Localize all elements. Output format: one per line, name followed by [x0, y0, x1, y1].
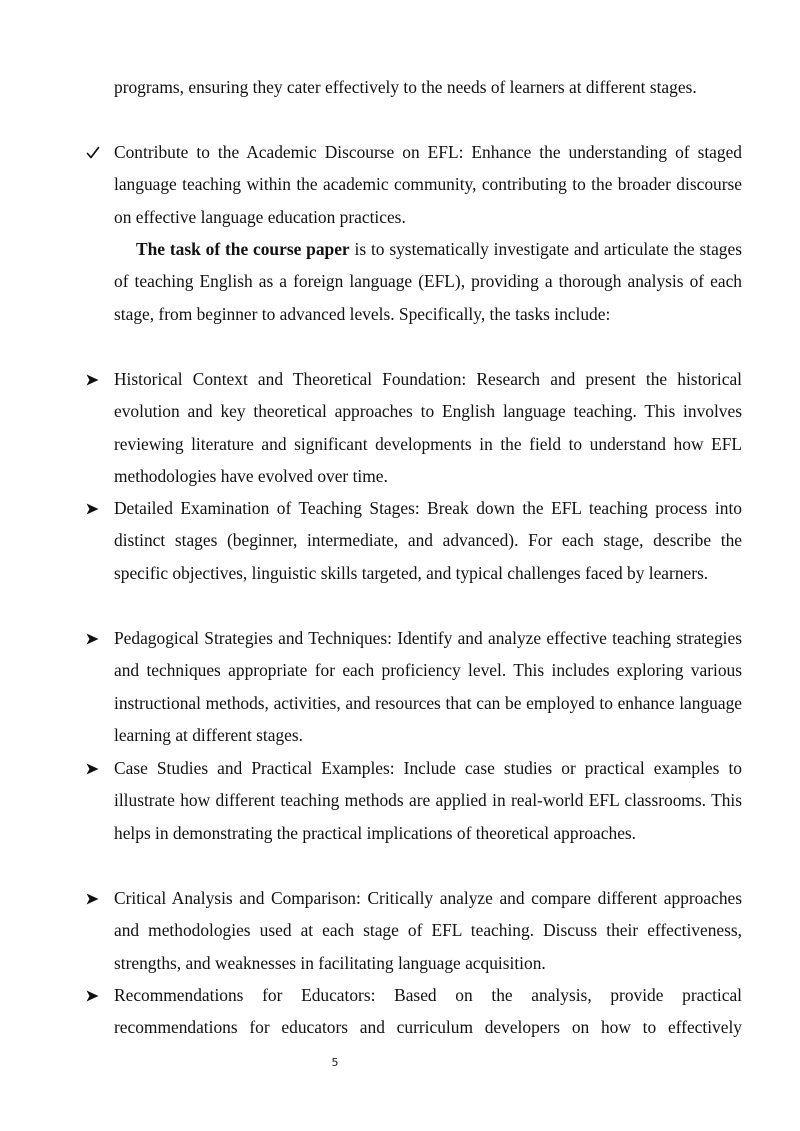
- task-list-item-text: Recommendations for Educators: Based on the analysis, provide practical recommendations for educators and curriculum developers on how to effectively: [114, 985, 742, 1038]
- task-list-item-text: Critical Analysis and Comparison: Critically analyze and compare different approaches and methodologies used at each stage of EFL teaching. Discuss their effectiveness, strengths, and weaknesses in facilitating language acquisition.: [114, 888, 742, 973]
- task-paragraph: [114, 233, 742, 330]
- arrow-bullet-icon: [86, 752, 108, 784]
- task-list-item-text: Detailed Examination of Teaching Stages: Break down the EFL teaching process into distinct stages (beginner, intermediate, and advanced). For each stage, describe the specific objectives, linguistic skills targeted, and typical challenges faced by learners.: [114, 498, 742, 583]
- arrow-bullet-icon: [86, 363, 108, 395]
- arrow-bullet-icon: [86, 492, 108, 524]
- checkmark-icon: [86, 136, 108, 168]
- task-list-item-text: Pedagogical Strategies and Techniques: Identify and analyze effective teaching strategies and techniques appropriate for each proficiency level. This includes exploring various instructional methods, activities, and resources that can be employed to enhance language learning at different stages.: [114, 628, 742, 746]
- task-list-item-text: Historical Context and Theoretical Foundation: Research and present the historical evolution and key theoretical approaches to English language teaching. This involves reviewing literature and significant developments in the field to understand how EFL methodologies have evolved over time.: [114, 369, 742, 487]
- arrow-bullet-icon: [86, 882, 108, 914]
- check-list-item-text: Contribute to the Academic Discourse on EFL: Enhance the understanding of staged language teaching within the academic community, contributing to the broader discourse on effective language education practices.: [114, 142, 742, 227]
- task-paragraph-lead: The task of the course paper: [136, 239, 350, 259]
- task-paragraph-body: is to systematically investigate and articulate the stages of teaching English as a foreign language (EFL), providing a thorough analysis of each stage, from beginner to advanced levels. Specifically, the tasks include:: [114, 239, 742, 324]
- arrow-bullet-icon: [86, 622, 108, 654]
- task-list-item-text: Case Studies and Practical Examples: Include case studies or practical examples to illustrate how different teaching methods are applied in real-world EFL classrooms. This helps in demonstrating the practical implications of theoretical approaches.: [114, 758, 742, 843]
- arrow-bullet-icon: [86, 979, 108, 1011]
- page-number: 5: [331, 1056, 339, 1069]
- continuation-paragraph: programs, ensuring they cater effectively to the needs of learners at different stages.: [114, 77, 697, 97]
